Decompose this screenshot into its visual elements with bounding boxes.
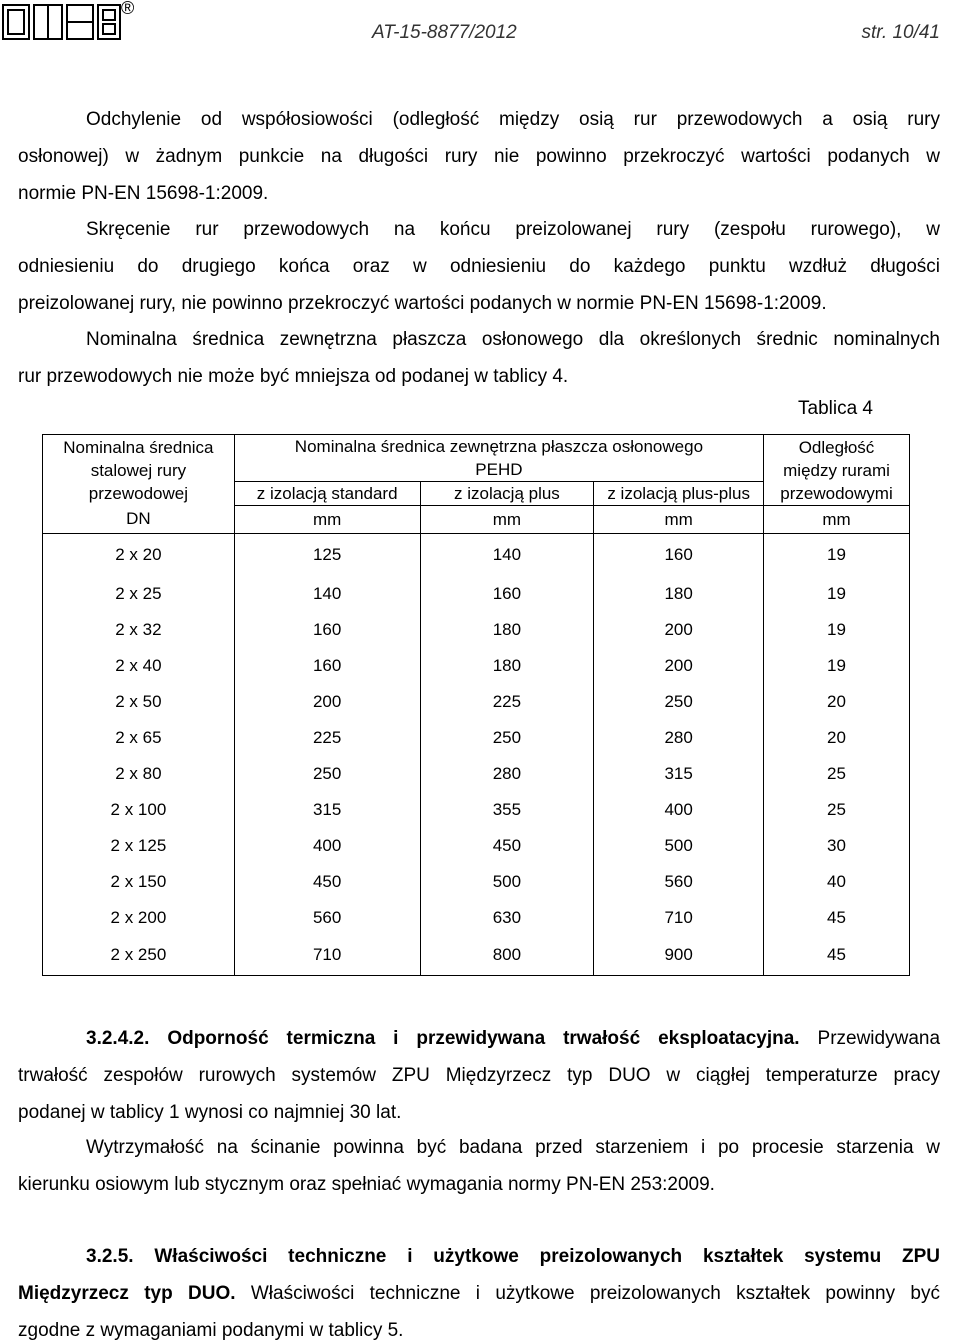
section-title: Odporność termiczna i przewidywana trwałość eksploatacyjna. xyxy=(167,1028,800,1049)
paragraph-line: kierunku osiowym lub stycznym oraz spełniać wymagania normy PN-EN 253:2009. xyxy=(18,1174,715,1195)
cell-standard: 160 xyxy=(234,648,420,684)
cell-dn: 2 x 65 xyxy=(43,720,235,756)
cell-standard: 250 xyxy=(234,756,420,792)
paragraph-twisting xyxy=(18,211,940,322)
cell-dn: 2 x 25 xyxy=(43,576,235,612)
cell-dn: 2 x 125 xyxy=(43,828,235,864)
cell-plus: 180 xyxy=(420,612,594,648)
cell-dn: 2 x 20 xyxy=(43,534,235,576)
table-row xyxy=(43,756,910,792)
table-row xyxy=(43,936,910,976)
cell-plus: 160 xyxy=(420,576,594,612)
cell-dn: 2 x 80 xyxy=(43,756,235,792)
table-row xyxy=(43,612,910,648)
table-4 xyxy=(42,434,910,976)
cell-dn: 2 x 32 xyxy=(43,612,235,648)
section-number: 3.2.5. xyxy=(86,1246,134,1267)
column-header-plus-plus: z izolacją plus-plus xyxy=(594,482,764,506)
cell-standard: 140 xyxy=(234,576,420,612)
cell-standard: 125 xyxy=(234,534,420,576)
paragraph-line: Skręcenie rur przewodowych na końcu preizolowanej rury (zespołu rurowego), w xyxy=(86,219,940,240)
cell-standard: 315 xyxy=(234,792,420,828)
table-row xyxy=(43,648,910,684)
section-title-continued: Międzyrzecz typ DUO. xyxy=(18,1283,236,1304)
unit-cell: mm xyxy=(594,506,764,534)
table-row xyxy=(43,576,910,612)
cell-plus: 180 xyxy=(420,648,594,684)
cell-plus-plus: 200 xyxy=(594,648,764,684)
table-row xyxy=(43,792,910,828)
cell-plus-plus: 250 xyxy=(594,684,764,720)
paragraph-line: Wytrzymałość na ścinanie powinna być badana przed starzeniem i po procesie starzenia w xyxy=(86,1137,940,1158)
cell-plus-plus: 200 xyxy=(594,612,764,648)
cell-standard: 710 xyxy=(234,936,420,976)
cell-distance: 25 xyxy=(764,792,910,828)
cell-plus-plus: 160 xyxy=(594,534,764,576)
cell-distance: 25 xyxy=(764,756,910,792)
cell-distance: 45 xyxy=(764,936,910,976)
cell-distance: 19 xyxy=(764,612,910,648)
cell-plus-plus: 900 xyxy=(594,936,764,976)
cell-standard: 200 xyxy=(234,684,420,720)
cell-plus: 450 xyxy=(420,828,594,864)
cell-plus-plus: 400 xyxy=(594,792,764,828)
cell-dn: 2 x 100 xyxy=(43,792,235,828)
cell-standard: 450 xyxy=(234,864,420,900)
table-row xyxy=(43,828,910,864)
cell-plus-plus: 560 xyxy=(594,864,764,900)
paragraph-line: osłonowej) w żadnym punkcie na długości rury nie powinno przekroczyć wartości podanych w xyxy=(18,146,940,167)
column-group-header-pehd: Nominalna średnica zewnętrzna płaszcza osłonowego PEHD xyxy=(234,435,763,482)
table-row xyxy=(43,900,910,936)
column-header-dn: Nominalna średnica stalowej rury przewodowej xyxy=(43,435,235,506)
unit-cell: mm xyxy=(764,506,910,534)
cell-plus-plus: 280 xyxy=(594,720,764,756)
cell-plus-plus: 500 xyxy=(594,828,764,864)
cell-plus: 355 xyxy=(420,792,594,828)
paragraph-line: podanej w tablicy 1 wynosi co najmniej 30 lat. xyxy=(18,1102,402,1123)
table-caption: Tablica 4 xyxy=(798,398,873,419)
cell-dn: 2 x 150 xyxy=(43,864,235,900)
paragraph-line: odniesieniu do drugiego końca oraz w odniesieniu do każdego punktu wzdłuż długości xyxy=(18,256,940,277)
paragraph-line xyxy=(18,1238,940,1275)
column-header-standard: z izolacją standard xyxy=(234,482,420,506)
company-logo-icon xyxy=(2,2,130,42)
table-row xyxy=(43,534,910,576)
cell-standard: 225 xyxy=(234,720,420,756)
section-3-2-4-2 xyxy=(18,1020,940,1131)
cell-plus: 140 xyxy=(420,534,594,576)
column-header-dn-label: DN xyxy=(43,506,235,534)
cell-distance: 20 xyxy=(764,684,910,720)
table-row xyxy=(43,720,910,756)
section-3-2-5 xyxy=(18,1238,940,1343)
registered-mark: ® xyxy=(121,0,135,18)
cell-plus: 225 xyxy=(420,684,594,720)
cell-dn: 2 x 40 xyxy=(43,648,235,684)
cell-plus-plus: 180 xyxy=(594,576,764,612)
table-row xyxy=(43,684,910,720)
paragraph-line: Nominalna średnica zewnętrzna płaszcza osłonowego dla określonych średnic nominalnych xyxy=(86,329,940,350)
paragraph-line: preizolowanej rury, nie powinno przekroczyć wartości podanych w normie PN-EN 15698-1:2009. xyxy=(18,293,827,314)
cell-dn: 2 x 50 xyxy=(43,684,235,720)
table-body xyxy=(43,534,910,976)
cell-standard: 400 xyxy=(234,828,420,864)
paragraph-line: zgodne z wymaganiami podanymi w tablicy 5. xyxy=(18,1320,404,1341)
cell-plus: 800 xyxy=(420,936,594,976)
cell-plus-plus: 710 xyxy=(594,900,764,936)
cell-distance: 19 xyxy=(764,648,910,684)
paragraph-line: 3.2.4.2. Odporność termiczna i przewidywana trwałość eksploatacyjna. Przewidywana xyxy=(86,1028,941,1049)
paragraph-line: rur przewodowych nie może być mniejsza od podanej w tablicy 4. xyxy=(18,366,569,387)
paragraph-coaxiality xyxy=(18,101,940,212)
cell-dn: 2 x 250 xyxy=(43,936,235,976)
page-number: str. 10/41 xyxy=(861,22,940,43)
cell-distance: 30 xyxy=(764,828,910,864)
cell-distance: 19 xyxy=(764,534,910,576)
table-row xyxy=(43,864,910,900)
paragraph-line: normie PN-EN 15698-1:2009. xyxy=(18,183,269,204)
section-number: 3.2.4.2. xyxy=(86,1028,150,1049)
page-header xyxy=(0,0,960,50)
paragraph-nominal-diameter xyxy=(18,321,940,395)
column-header-distance: Odległość między rurami przewodowymi xyxy=(764,435,910,506)
unit-cell: mm xyxy=(234,506,420,534)
unit-cell: mm xyxy=(420,506,594,534)
cell-distance: 19 xyxy=(764,576,910,612)
cell-standard: 160 xyxy=(234,612,420,648)
section-title: Właściwości techniczne i użytkowe preizolowanych kształtek systemu ZPU xyxy=(154,1246,940,1267)
cell-plus-plus: 315 xyxy=(594,756,764,792)
cell-distance: 20 xyxy=(764,720,910,756)
cell-standard: 560 xyxy=(234,900,420,936)
cell-plus: 280 xyxy=(420,756,594,792)
cell-plus: 630 xyxy=(420,900,594,936)
cell-distance: 40 xyxy=(764,864,910,900)
cell-plus: 250 xyxy=(420,720,594,756)
cell-plus: 500 xyxy=(420,864,594,900)
document-id: AT-15-8877/2012 xyxy=(372,22,517,43)
paragraph-line: trwałość zespołów rurowych systemów ZPU Międzyrzecz typ DUO w ciągłej temperaturze pracy xyxy=(18,1065,940,1086)
paragraph-line: Odchylenie od współosiowości (odległość między osią rur przewodowych a osią rury xyxy=(86,109,940,130)
cell-dn: 2 x 200 xyxy=(43,900,235,936)
cell-distance: 45 xyxy=(764,900,910,936)
paragraph-line: Międzyrzecz typ DUO. Właściwości techniczne i użytkowe preizolowanych kształtek powinny być xyxy=(18,1283,940,1304)
column-header-plus: z izolacją plus xyxy=(420,482,594,506)
paragraph-shear-strength xyxy=(18,1129,940,1203)
